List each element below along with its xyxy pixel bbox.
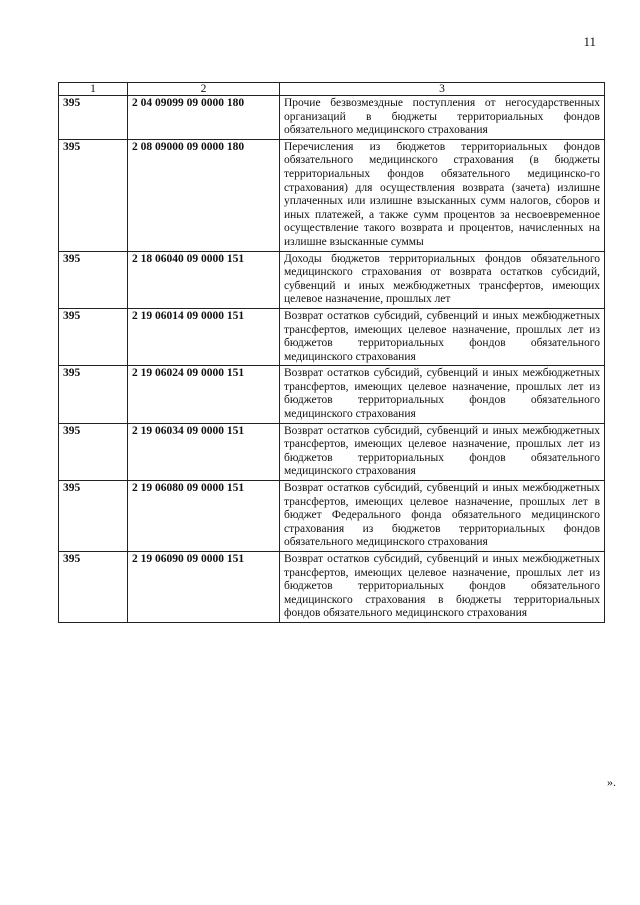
revenue-code-cell: 2 19 06090 09 0000 151 — [128, 552, 280, 623]
revenue-code-cell: 2 19 06024 09 0000 151 — [128, 366, 280, 423]
revenue-code-cell: 2 19 06034 09 0000 151 — [128, 423, 280, 480]
table-row — [59, 308, 605, 365]
admin-code-cell: 395 — [59, 423, 128, 480]
admin-code-cell: 395 — [59, 366, 128, 423]
table-row — [59, 139, 605, 251]
revenue-code-cell: 2 08 09000 09 0000 180 — [128, 139, 280, 251]
revenue-description-cell: Перечисления из бюджетов территориальных фондов обязательного медицинского страхования (в бюджеты территориальных фондов обязательного медицинско-го страхования) для осуществления возврата (зачета) излишне уплаченных или излишне взысканных сумм налогов, сборов и иных платежей, а также сумм процентов за несвоевременное осуществление такого возврата и процентов, начисленных на излишне взысканные суммы — [280, 139, 605, 251]
revenue-description-cell: Возврат остатков субсидий, субвенций и иных межбюджетных трансфертов, имеющих целевое назначение, прошлых лет в бюджет Федерального фонда обязательного медицинского страхования из бюджетов территориальных фондов обязательного медицинского страхования — [280, 481, 605, 552]
admin-code-cell: 395 — [59, 139, 128, 251]
column-header-1: 1 — [59, 83, 128, 96]
table-row — [59, 96, 605, 140]
revenue-description-cell: Возврат остатков субсидий, субвенций и иных межбюджетных трансфертов, имеющих целевое назначение, прошлых лет из бюджетов территориальных фондов обязательного медицинского страхования в бюджеты территориальных фондов обязательного медицинского страхования — [280, 552, 605, 623]
admin-code-cell: 395 — [59, 251, 128, 308]
revenue-code-cell: 2 18 06040 09 0000 151 — [128, 251, 280, 308]
column-header-2: 2 — [128, 83, 280, 96]
admin-code-cell: 395 — [59, 96, 128, 140]
revenue-description-cell: Возврат остатков субсидий, субвенций и иных межбюджетных трансфертов, имеющих целевое назначение, прошлых лет из бюджетов территориальных фондов обязательного медицинского страхования — [280, 308, 605, 365]
admin-code-cell: 395 — [59, 308, 128, 365]
admin-code-cell: 395 — [59, 552, 128, 623]
table-header-row — [59, 83, 605, 96]
revenue-codes-table — [58, 82, 605, 623]
closing-quote-mark: ». — [607, 775, 616, 789]
table-row — [59, 366, 605, 423]
revenue-description-cell: Возврат остатков субсидий, субвенций и иных межбюджетных трансфертов, имеющих целевое назначение, прошлых лет из бюджетов территориальных фондов обязательного медицинского страхования — [280, 366, 605, 423]
revenue-description-cell: Доходы бюджетов территориальных фондов обязательного медицинского страхования от возврата остатков субсидий, субвенций и иных межбюджетных трансфертов, имеющих целевое назначение, прошлых лет — [280, 251, 605, 308]
revenue-description-cell: Прочие безвозмездные поступления от негосударственных организаций в бюджеты территориальных фондов обязательного медицинского страхования — [280, 96, 605, 140]
admin-code-cell: 395 — [59, 481, 128, 552]
column-header-3: 3 — [280, 83, 605, 96]
page-number: 11 — [583, 34, 596, 49]
revenue-description-cell: Возврат остатков субсидий, субвенций и иных межбюджетных трансфертов, имеющих целевое назначение, прошлых лет из бюджетов территориальных фондов обязательного медицинского страхования — [280, 423, 605, 480]
table-row — [59, 251, 605, 308]
revenue-code-cell: 2 04 09099 09 0000 180 — [128, 96, 280, 140]
revenue-code-cell: 2 19 06080 09 0000 151 — [128, 481, 280, 552]
table-row — [59, 552, 605, 623]
revenue-code-cell: 2 19 06014 09 0000 151 — [128, 308, 280, 365]
table-row — [59, 481, 605, 552]
table-row — [59, 423, 605, 480]
